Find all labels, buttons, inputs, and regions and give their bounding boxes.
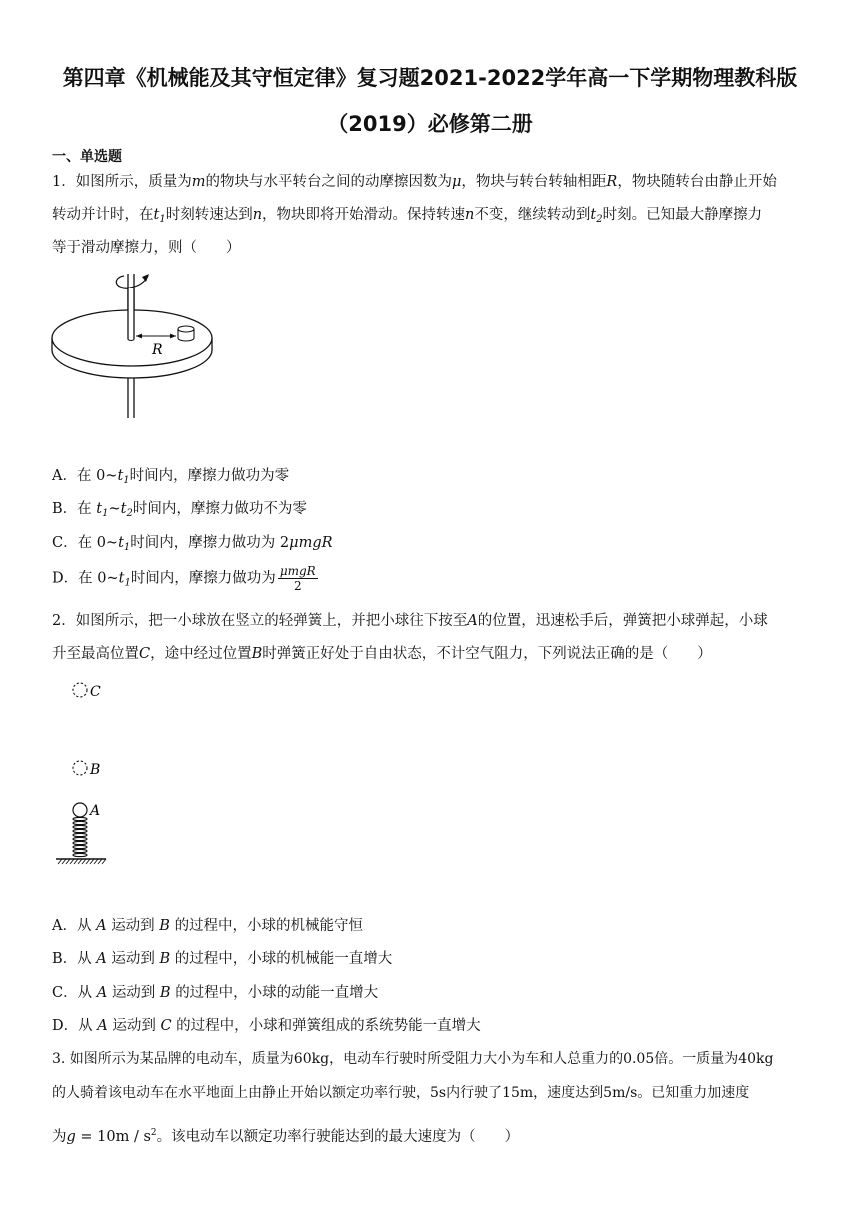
turntable-figure	[50, 268, 220, 423]
position-b-label: B	[90, 762, 101, 778]
q2-line2: 升至最高位置C，途中经过位置B时弹簧正好处于自由状态，不计空气阻力，下列说法正确的是（ ）	[52, 646, 712, 662]
q1-option-c: C．在 $0\sim t_1$时间内，摩擦力做功为 2μmgR	[52, 535, 333, 553]
q3-line3: 为$g = 10m / s^2$。该电动车以额定功率行驶能达到的最大速度为（ ）	[52, 1128, 520, 1145]
q1-line3: 等于滑动摩擦力，则（ ）	[52, 240, 241, 256]
q1-option-a: A．在 $0\sim t_1$时间内，摩擦力做功为零	[52, 468, 290, 486]
q2-option-a: A．从 A 运动到 B 的过程中，小球的机械能守恒	[52, 918, 364, 934]
radius-label: R	[152, 342, 163, 358]
q2-option-c: C．从 A 运动到 B 的过程中，小球的动能一直增大	[52, 985, 379, 1001]
q3-line2: 的人骑着该电动车在水平地面上由静止开始以额定功率行驶，5s内行驶了15m，速度达到5m/s。已知重力加速度	[52, 1085, 750, 1101]
document-title-line2: （2019）必修第二册	[327, 112, 533, 136]
document-title-line1: 第四章《机械能及其守恒定律》复习题2021-2022学年高一下学期物理教科版	[62, 66, 798, 90]
spring-ball-figure	[54, 678, 134, 878]
q1-option-b: B．在 $t_1\sim t_2$时间内，摩擦力做功不为零	[52, 501, 307, 519]
q2-option-b: B．从 A 运动到 B 的过程中，小球的机械能一直增大	[52, 951, 393, 967]
position-c-label: C	[90, 684, 101, 700]
q2-line1: 2．如图所示，把一小球放在竖立的轻弹簧上，并把小球往下按至A的位置，迅速松手后，弹簧把小球弹起，小球	[52, 613, 768, 629]
fraction: $\frac{\text{μmgR}}{2}$	[279, 564, 316, 593]
q1-line2: 转动并计时，在$t_1$时刻转速达到n，物块即将开始滑动。保持转速n不变，继续转动到$t_2$时刻。已知最大静摩擦力	[52, 207, 763, 225]
q1-option-d: D．在 $0\sim t_1$时间内，摩擦力做功为 $\frac{\text{μmgR}}{2}$	[52, 564, 316, 593]
q2-option-d: D．从 A 运动到 C 的过程中，小球和弹簧组成的系统势能一直增大	[52, 1018, 481, 1034]
q3-line1: 3. 如图所示为某品牌的电动车，质量为60kg，电动车行驶时所受阻力大小为车和人总重力的0.05倍。一质量为40kg	[52, 1051, 774, 1067]
position-a-label: A	[90, 803, 101, 819]
section-heading: 一、单选题	[52, 149, 122, 165]
q1-line1: 1．如图所示，质量为m的物块与水平转台之间的动摩擦因数为μ，物块与转台转轴相距R，物块随转台由静止开始	[52, 174, 777, 190]
